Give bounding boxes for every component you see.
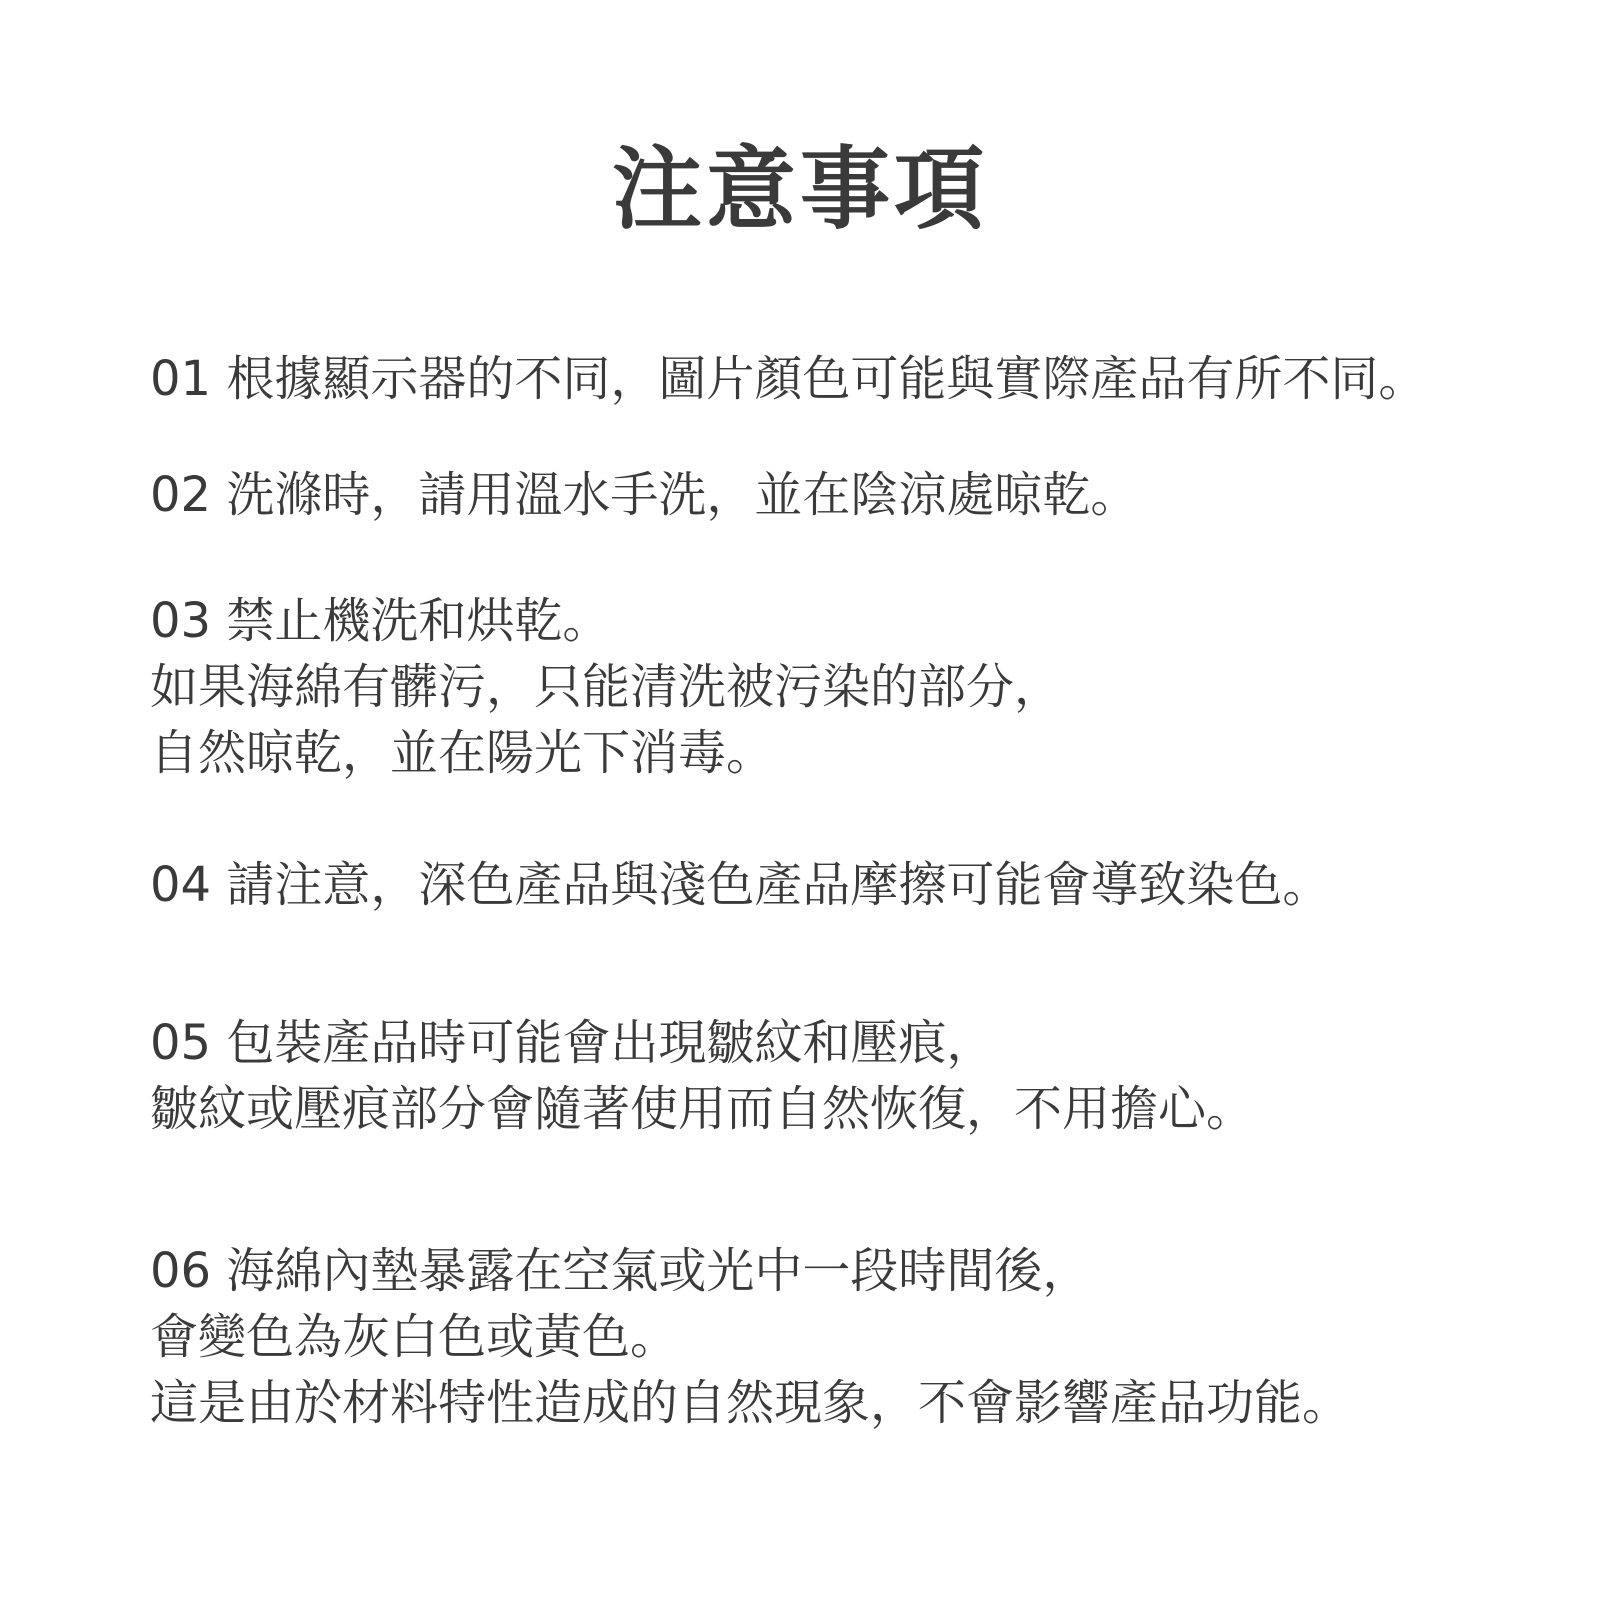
notice-line: 這是由於材料特性造成的自然現象，不會影響產品功能。 xyxy=(150,1375,1351,1431)
notice-05 xyxy=(150,1010,1550,1142)
notice-line: 03 禁止機洗和烘乾。 xyxy=(150,593,611,649)
notice-line: 如果海綿有髒污，只能清洗被污染的部分， xyxy=(150,659,1063,715)
notice-04 xyxy=(150,852,1550,918)
notice-01 xyxy=(150,346,1550,412)
notice-line: 06 海綿內墊暴露在空氣或光中一段時間後， xyxy=(150,1243,1091,1299)
notice-line: 04 請注意，深色產品與淺色產品摩擦可能會導致染色。 xyxy=(150,857,1331,913)
notice-line: 05 包裝產品時可能會出現皺紋和壓痕， xyxy=(150,1015,995,1071)
notice-line: 自然晾乾，並在陽光下消毒。 xyxy=(150,725,775,781)
notice-line: 01 根據顯示器的不同，圖片顏色可能與實際產品有所不同。 xyxy=(150,351,1427,407)
page-title: 注意事項 xyxy=(612,137,988,242)
notice-03 xyxy=(150,588,1550,786)
notice-06 xyxy=(150,1238,1550,1436)
notice-line: 會變色為灰白色或黃色。 xyxy=(150,1309,679,1365)
notice-line: 皺紋或壓痕部分會隨著使用而自然恢復，不用擔心。 xyxy=(150,1081,1255,1137)
notice-line: 02 洗滌時，請用溫水手洗，並在陰涼處晾乾。 xyxy=(150,467,1139,523)
notice-02 xyxy=(150,462,1550,528)
